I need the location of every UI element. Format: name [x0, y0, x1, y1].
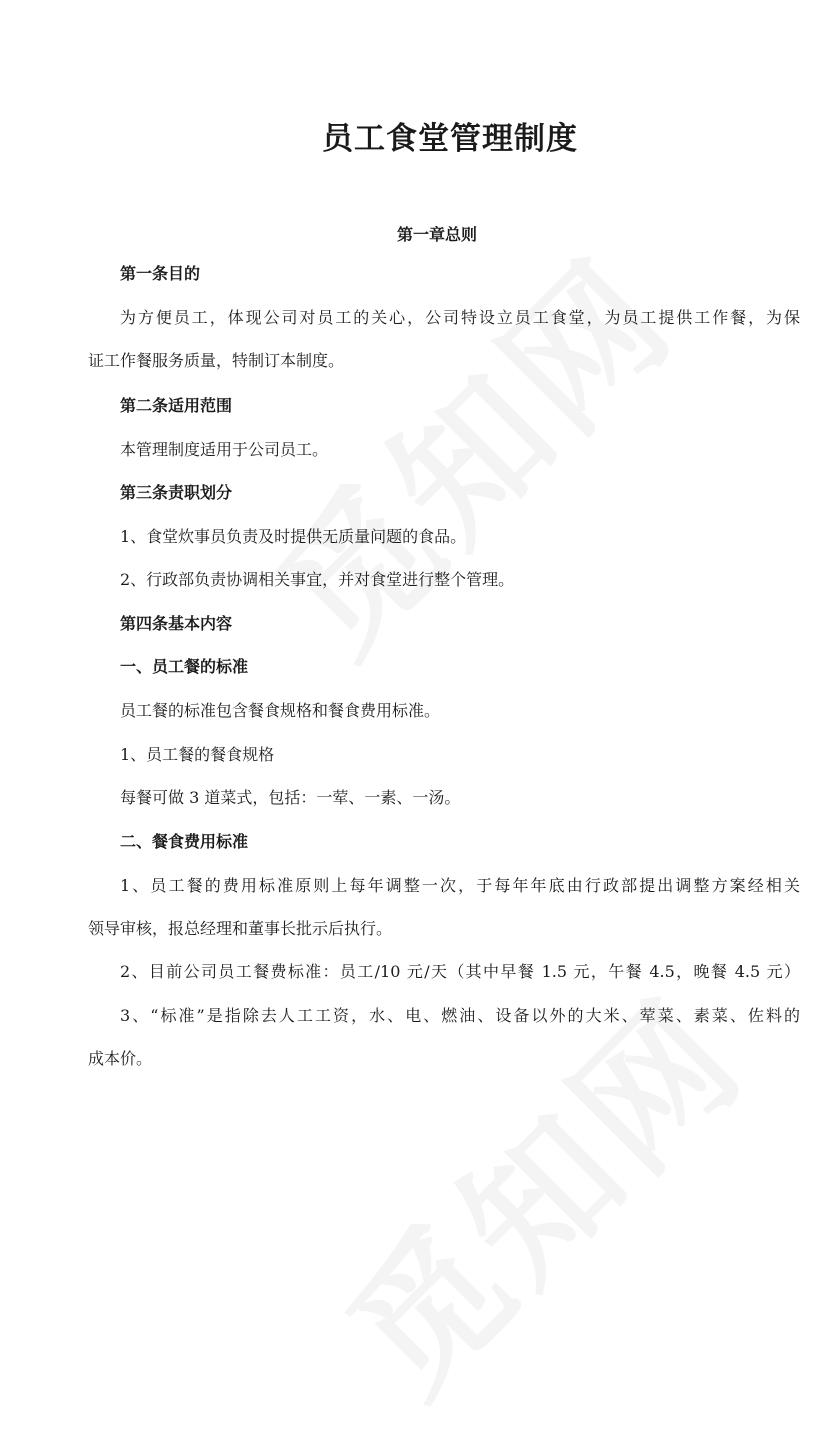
section-2-item-3-line-1: 3、“标准”是指除去人工工资，水、电、燃油、设备以外的大米、荤菜、素菜、佐料的 [120, 1006, 800, 1025]
article-3-heading: 第三条责职划分 [120, 483, 233, 502]
document-title: 员工食堂管理制度 [322, 121, 578, 157]
section-2-item-2: 2、目前公司员工餐费标准：员工/10 元/天（其中早餐 1.5 元，午餐 4.5，晚餐 4.5 元） [120, 962, 800, 981]
chapter-heading: 第一章总则 [396, 225, 477, 244]
section-1-sub-1-text: 每餐可做 3 道菜式，包括：一荤、一素、一汤。 [120, 788, 461, 807]
section-1-sub-1-heading: 1、员工餐的餐食规格 [120, 745, 275, 764]
section-2-heading: 二、餐食费用标准 [120, 832, 249, 851]
section-1-heading: 一、员工餐的标准 [120, 657, 249, 676]
article-3-item-2: 2、行政部负责协调相关事宜，并对食堂进行整个管理。 [120, 570, 515, 589]
article-1-heading: 第一条目的 [120, 264, 201, 283]
section-2-item-3-line-2: 成本价。 [88, 1049, 153, 1068]
article-1-paragraph-line-1: 为方便员工，体现公司对员工的关心，公司特设立员工食堂，为员工提供工作餐，为保 [120, 308, 800, 327]
article-2-paragraph: 本管理制度适用于公司员工。 [120, 440, 329, 459]
section-1-intro: 员工餐的标准包含餐食规格和餐食费用标准。 [120, 701, 441, 720]
article-2-heading: 第二条适用范围 [120, 396, 233, 415]
section-2-item-1-line-1: 1、员工餐的费用标准原则上每年调整一次，于每年年底由行政部提出调整方案经相关 [120, 876, 800, 895]
article-4-heading: 第四条基本内容 [120, 614, 233, 633]
section-2-item-1-line-2: 领导审核，报总经理和董事长批示后执行。 [88, 919, 393, 938]
article-3-item-1: 1、食堂炊事员负责及时提供无质量问题的食品。 [120, 527, 467, 546]
article-1-paragraph-line-2: 证工作餐服务质量，特制订本制度。 [88, 351, 345, 370]
